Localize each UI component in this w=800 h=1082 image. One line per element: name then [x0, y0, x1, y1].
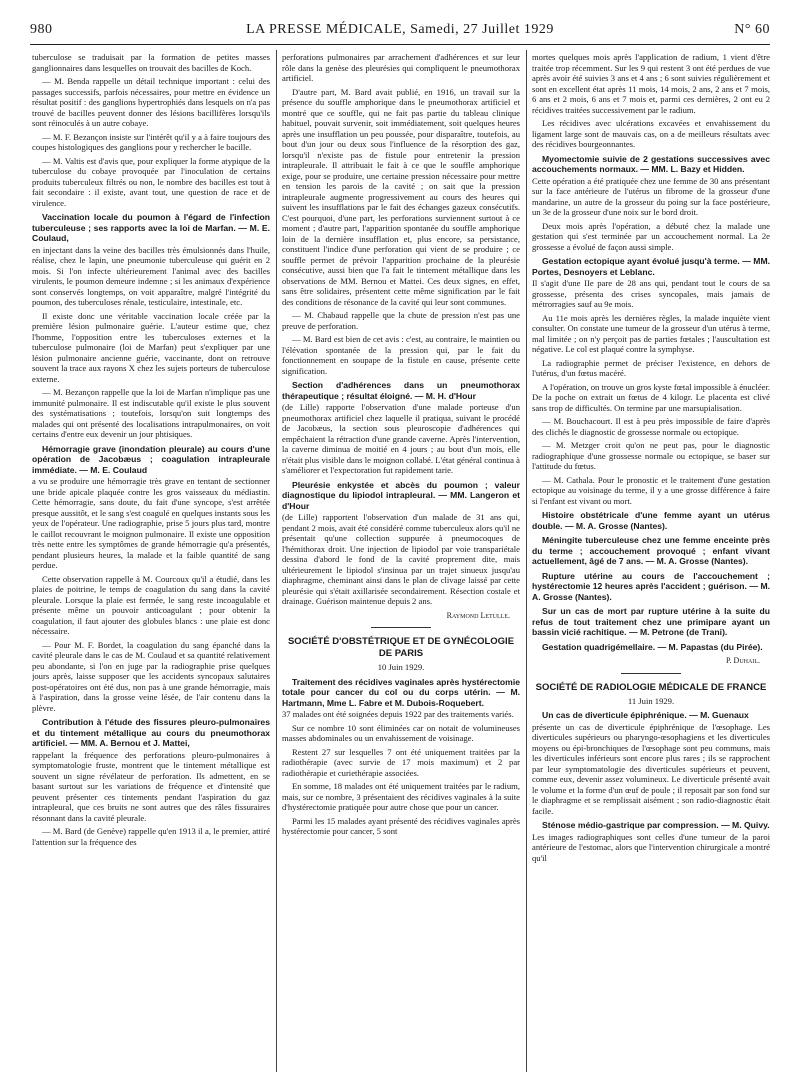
paragraph: présente un cas de diverticule épiphrénique de l'œsophage. Les diverticules supérieurs ou pharyngo-œsophagiens et les diverticules moyens ou épi-bronchiques de l'œsophage sont peu communs, mais les diverticules inférieurs sont encore plus rares ; ils se rapprochent par leur symptomatologie des diverticules supérieurs et peuvent, comme eux, devenir assez volumineux. Le diverticule présenté avait le volume et la forme d'un œuf de poule ; il reposait par son fond sur le diaphragme et se remplissait aisément ; son radio-diagnostic était facile.: [532, 721, 770, 816]
section-heading: Myomectomie suivie de 2 gestations successives avec accouchements normaux. — MM. L. Bazy et Hidden.: [532, 153, 770, 174]
paragraph: rappelant la fréquence des perforations pleuro-pulmonaires à symptomatologie fruste, montrent que le tintement métallique est souvent un signe révélateur de perforation. Ils admettent, en se basant surtout sur les variations de fréquence et d'intensité que peuvent présenter ces tintements pendant l'aspiration du gaz intrapleural, que ces bruits ne sont autres que des râles fissuraires résonnant dans la cavité pleurale.: [32, 749, 270, 823]
column-left: [32, 52, 270, 1072]
section-heading: Un cas de diverticule épiphrénique. — M. Guenaux: [542, 710, 749, 720]
paragraph: Parmi les 15 malades ayant présenté des récidives vaginales après hystérectomie pour cancer, 5 sont: [282, 815, 520, 836]
paragraph: En somme, 18 malades ont été uniquement traitées par le radium, mais, sur ce nombre, 3 présentaient des récidives vaginales à la suite d'hystérectomie pratiquée pour autre chose que pour un cancer.: [282, 781, 520, 812]
paragraph: mortes quelques mois après l'application de radium, 1 vient d'être traitée trop récemment. Sur les 9 qui restent 3 ont été perdues de vue après avoir été suivies 3 ans et 4 ans ; 6 sont suivies régulièrement et sont en excellent état après 11 mois, 14 mois, 2 ans, 2 ans et 7 mois, 6 ans et 2 mois, 6 ans et 7 mois et, parmi ces dernières, 2 ont eu 2 récidives traitées successivement par le radium.: [532, 52, 770, 115]
paragraph: La radiographie permet de préciser l'existence, en dehors de l'utérus, d'un fœtus macéré.: [532, 357, 770, 378]
paragraph: Il s'agit d'une IIe pare de 28 ans qui, pendant tout le cours de sa grossesse, présenta des crises syncopales, mais jamais de métrorragies sauf au 9e mois.: [532, 278, 770, 309]
paragraph: perforations pulmonaires par arrachement d'adhérences et sur leur rôle dans la genèse des pleurésies qui compliquent le pneumothorax artificiel.: [282, 52, 520, 83]
paragraph: — M. Bezançon rappelle que la loi de Marfan n'implique pas une immunité pulmonaire. Il est indiscutable qu'il existe le plus souvent des systématisations ; toutefois, lorsqu'on suit longtemps des malades qui ont présenté des localisations intrapulmonaires, on voit certains d'entre eux devenir un jour phtisiques.: [32, 387, 270, 439]
paragraph: tuberculose se traduisait par la formation de petites masses ganglionnaires dans lesquelles on trouvait des bacilles de Koch.: [32, 52, 270, 73]
divider: [621, 673, 681, 674]
paragraph: — M. F. Bezançon insiste sur l'intérêt qu'il y a à faire toujours des coupes histologiques des ganglions pour y rechercher le bacille.: [32, 131, 270, 152]
section-heading: Sténose médio-gastrique par compression. — M. Quivy.: [542, 820, 770, 830]
section-heading: Gestation ectopique ayant évolué jusqu'à terme. — MM. Portes, Desnoyers et Leblanc.: [532, 256, 770, 277]
paragraph: Deux mois après l'opération, a débuté chez la malade une gestation qui s'est terminée par un accouchement normal. La 2e grossesse a évolué de façon aussi simple.: [532, 220, 770, 252]
section-heading: Pleurésie enkystée et abcès du poumon ; valeur diagnostique du lipiodol intrapleural. — MM. Langeron et d'Hour: [282, 479, 520, 511]
section-heading: Section d'adhérences dans un pneumothorax thérapeutique ; résultat éloigné. — M. H. d'Hour: [282, 380, 520, 401]
society-heading: SOCIÉTÉ DE RADIOLOGIE MÉDICALE DE FRANCE: [535, 681, 767, 693]
column-right: [532, 52, 770, 1072]
section-heading: Rupture utérine au cours de l'accouchement ; hystérectomie 12 heures après l'accident ; guérison. — M. A. Grosse (Nantes).: [532, 570, 770, 602]
journal-title: LA PRESSE MÉDICALE, Samedi, 27 Juillet 1929: [246, 22, 554, 37]
paragraph: — M. Benda rappelle un détail technique important : celui des passages successifs, parfois nécessaires, pour mettre en évidence un résultat positif : des ganglions hypertrophiés dans lesquels on n'a pas trouvé de bacilles peuvent donner des lésions bacillifères lorsqu'ils sont réinoculés à un autre cobaye.: [32, 76, 270, 128]
header-rule: [30, 44, 770, 45]
section-heading: Contribution à l'étude des fissures pleuro-pulmonaires et du tintement métallique au cours du pneumothorax artificiel. — MM. A. Bernou et J. Mattei,: [32, 717, 270, 748]
author-signature: Raymond Letulle.: [446, 610, 510, 620]
paragraph: — M. Bard est bien de cet avis : c'est, au contraire, le maintien ou l'élévation spontanée de la pression qui, par le fait du fonctionnement en soupape de la fistule en cause, présente cette signification.: [282, 334, 520, 376]
section-heading: Traitement des récidives vaginales après hystérectomie totale pour cancer du col ou du corps utérin. — M. Hartmann, Mme L. Fabre et M. Dubois-Roquebert.: [282, 676, 520, 708]
paragraph: (de Lille) rapportent l'observation d'un malade de 31 ans qui, pendant 2 mois, avait été considéré comme tuberculeux alors qu'il ne présentait qu'une collection suppurée à pneumocoques de l'hémithorax droit. Une injection de lipiodol par voie transpariétale dessina d'abord le fond de la cavité proprement dite, mais ultérieurement le lipiodol s'insinua par un trajet sinueux jusqu'au diaphragme, cheminant ainsi dans le plan de clivage laissé par cette pleurésie qui s'était axillarisée secondairement. Résection costale et drainage. Guérison maintenue depuis 2 ans.: [282, 512, 520, 606]
paragraph: Au 11e mois après les dernières règles, la malade inquiète vient consulter. On constate une tumeur de la grosseur d'un utérus à terme, mal limitée ; on n'y perçoit pas de parties fœtales ; l'auscultation est négative. Le col est plaqué contre la symphyse.: [532, 312, 770, 354]
paragraph: A l'opération, on trouve un gros kyste fœtal impossible à énucléer. De la poche on extrait un fœtus de 4 kilogr. Le placenta est clivé sans trop de difficultés. On termine par une marsupialisation.: [532, 381, 770, 413]
paragraph: Les images radiographiques sont celles d'une tumeur de la paroi antérieure de l'estomac, alors que l'intervention chirurgicale a montré qu'il: [532, 831, 770, 863]
session-date: 10 Juin 1929.: [377, 662, 425, 672]
section-heading: Sur un cas de mort par rupture utérine à la suite du refus de tout traitement chez une primipare ayant un bassin vicié rachitique. — M. Petrone (de Trani).: [532, 606, 770, 637]
section-heading: Hémorragie grave (inondation pleurale) au cours d'une opération de Jacobæus ; coagulation intrapleurale immédiate. — M. E. Coulaud: [32, 443, 270, 475]
paragraph: Restent 27 sur lesquelles 7 ont été uniquement traitées par la radiothérapie (avec survie de 17 mois maximum) et 2 par radiothérapie et curiethérapie associées.: [282, 746, 520, 778]
page-number: 980: [30, 22, 53, 37]
society-heading: SOCIÉTÉ D'OBSTÉTRIQUE ET DE GYNÉCOLOGIE DE PARIS: [287, 636, 515, 659]
paragraph: — M. Cathala. Pour le pronostic et le traitement d'une gestation ectopique au voisinage du terme, il y a une grosse différence à faire si l'enfant est vivant ou mort.: [532, 474, 770, 506]
section-heading: Méningite tuberculeuse chez une femme enceinte près du terme ; accouchement provoqué ; enfant vivant actuellement, âgé de 7 ans. — M. A. Grosse (Nantes).: [532, 535, 770, 566]
paragraph: Sur ce nombre 10 sont éliminées car on notait de volumineuses masses abdominales ou un envahissement de voisinage.: [282, 722, 520, 743]
paragraph: a vu se produire une hémorragie très grave en tentant de sectionner une bride apicale plaquée contre les gros vaisseaux du médiastin. Cette hémorragie, sans doute, du fait d'une syncope, s'est arrêtée presque aussitôt, et le sang s'est coagulé en quelques instants sous les yeux de l'opérateur. Une radiographie, prise 5 jours plus tard, montre le caillot recouvrant le moignon pulmonaire. Il existe une opposition très nette entre les symptômes de grande hémorragie qu'a présentés, pendant plusieurs heures, la malade et la faible quantité de sang perdue.: [32, 476, 270, 570]
paragraph: Cette observation rappelle à M. Courcoux qu'il a étudié, dans les plaies de poitrine, le temps de coagulation du sang dans la cavité pleurale. Lorsque la plaie est fermée, le sang reste incoagulable et présente même un pouvoir anticoagulant ; pour obtenir la coagulation, il faut ajouter des globules blancs : une plaie est donc nécessaire.: [32, 573, 270, 636]
paragraph: 37 malades ont été soignées depuis 1922 par des traitements variés.: [282, 709, 514, 719]
paragraph: (de Lille) rapporte l'observation d'une malade porteuse d'un pneumothorax artificiel chez laquelle il pratiqua, suivant le procédé de Jacobæus, la section sous pleuroscopie d'adhérences qui empêchaient la rétraction d'une grande caverne. Après l'intervention, la caverne diminua de moitié en 4 jours ; au bout d'un mois, elle n'était plus visible dans le moignon collabé. L'état général continua à s'améliorer et l'expectoration fut rapidement tarie.: [282, 402, 520, 475]
column-rule: [276, 50, 277, 1072]
section-heading: Histoire obstétricale d'une femme ayant un utérus double. — M. A. Grosse (Nantes).: [532, 510, 770, 531]
session-date: 11 Juin 1929.: [627, 695, 675, 706]
paragraph: — M. Metzger croit qu'on ne peut pas, pour le diagnostic radiographique d'une grossesse normale ou ectopique, se baser sur l'attitude du fœtus.: [532, 440, 770, 471]
paragraph: — M. Bard (de Genève) rappelle qu'en 1913 il a, le premier, attiré l'attention sur la fréquence des: [32, 826, 270, 847]
paragraph: Les récidives avec ulcérations excavées et envahissement du ligament large sont de mauvais cas, on a de meilleurs résultats avec des récidives bourgeonnantes.: [532, 118, 770, 149]
author-signature: P. Duhail.: [725, 656, 760, 665]
paragraph: — M. Chabaud rappelle que la chute de pression n'est pas une preuve de perforation.: [282, 310, 520, 331]
section-heading: Gestation quadrigémellaire. — M. Papastas (du Pirée).: [542, 641, 763, 652]
running-header: [30, 20, 770, 42]
paragraph: Cette opération a été pratiquée chez une femme de 30 ans présentant sur la face antérieure de l'utérus un fibrome de la grosseur d'une mandarine, un autre de la grosseur du poing sur la face postérieure, un 3e de la grosseur d'une noix sur le bord droit.: [532, 175, 770, 217]
divider: [371, 627, 431, 628]
paragraph: D'autre part, M. Bard avait publié, en 1916, un travail sur la présence du souffle amphorique dans le pneumothorax artificiel et montré que ce souffle, qui ne fait pas partie du tableau clinique habituel, pouvait survenir, soit immédiatement, soit quelques heures après une insufflation un peu poussée, pour disparaître, toutefois, au bout d'un jour ou deux sous l'influence de la résorption des gaz, lorsqu'il n'existe pas de fistule pour entretenir la pression intrapleurale. Il attribuait le fait à ce que le souffle amphorique exige, pour se produire, une certaine pression nécessaire pour mettre en tension les parois de la cavité ; on sait que la pression intrapleurale augmente progressivement au cours des heures qui suivent les insufflations par le fait des échanges gazeux consécutifs. C'est pourquoi, d'une part, les perforations surviennent surtout à ce moment ; d'autre part, l'apparition spontanée du souffle amphorique loin de la dernière insufflation et, plus encore, sa persistance, constituent l'indice d'une perforation qui vient de se produire ; ce souffle permet de prévoir l'apparition prochaine de la pleurésie consécutive, aussi bien que l'a fait le tintement métallique dans les observations de MM. Bernou et Mattei. Ces deux signes, en effet, sans être solidaires, présentent cette même signification par le fait des conditions de résonance de la cavité qui leur sont communes.: [282, 86, 520, 307]
section-heading: Vaccination locale du poumon à l'égard de l'infection tuberculeuse ; ses rapports avec la loi de Marfan. — M. E. Coulaud,: [32, 212, 270, 243]
column-rule: [526, 50, 527, 1072]
paragraph: — M. Valtis est d'avis que, pour expliquer la forme atypique de la tuberculose du cobaye provoquée par l'inoculation de certains produits tuberculeux filtrés ou non, le nombre des bacilles est tout à fait secondaire : il existe, avant tout, une question de race et de virulence.: [32, 155, 270, 208]
issue-number: N° 60: [734, 22, 770, 37]
paragraph: Il existe donc une véritable vaccination locale créée par la première lésion pulmonaire guérie. L'auteur estime que, chez l'homme, l'opposition entre les tuberculoses externes et la tuberculose pulmonaire (loi de Marfan) peut s'expliquer par une lésion pulmonaire ancienne guérie, vaccinante, dont on retrouve souvent la trace aux rayons X chez les sujets porteurs de tuberculose externe.: [32, 310, 270, 384]
paragraph: — M. Bouchacourt. Il est à peu près impossible de faire d'après des clichés le diagnostic de grossesse normale ou ectopique.: [532, 416, 770, 437]
paragraph: en injectant dans la veine des bacilles très émulsionnés dans l'huile, réalise, chez le lapin, une pneumonie tuberculeuse qui guérit en 2 mois. Si l'on infecte ultérieurement l'animal avec des bacilles virulents, le poumon demeure indemne ; si les animaux d'expérience sont conservés longtemps, on voit apparaître, malgré l'intégrité du poumon, des tuberculoses rénale, testiculaire, intestinale, etc.: [32, 244, 270, 307]
column-middle: [282, 52, 520, 1072]
paragraph: — Pour M. F. Bordet, la coagulation du sang épanché dans la cavité pleurale dans le cas de M. Coulaud et sa quantité relativement peu abondante, si l'on en juge par la radiographie prise quelques jours après, laisse supposer que les accidents syncopaux salutaires post-opératoires ont été dus, non pas à une grande hémorragie, mais à l'aspiration, dans la grosse veine lésée, de l'air contenu dans la plèvre.: [32, 639, 270, 713]
